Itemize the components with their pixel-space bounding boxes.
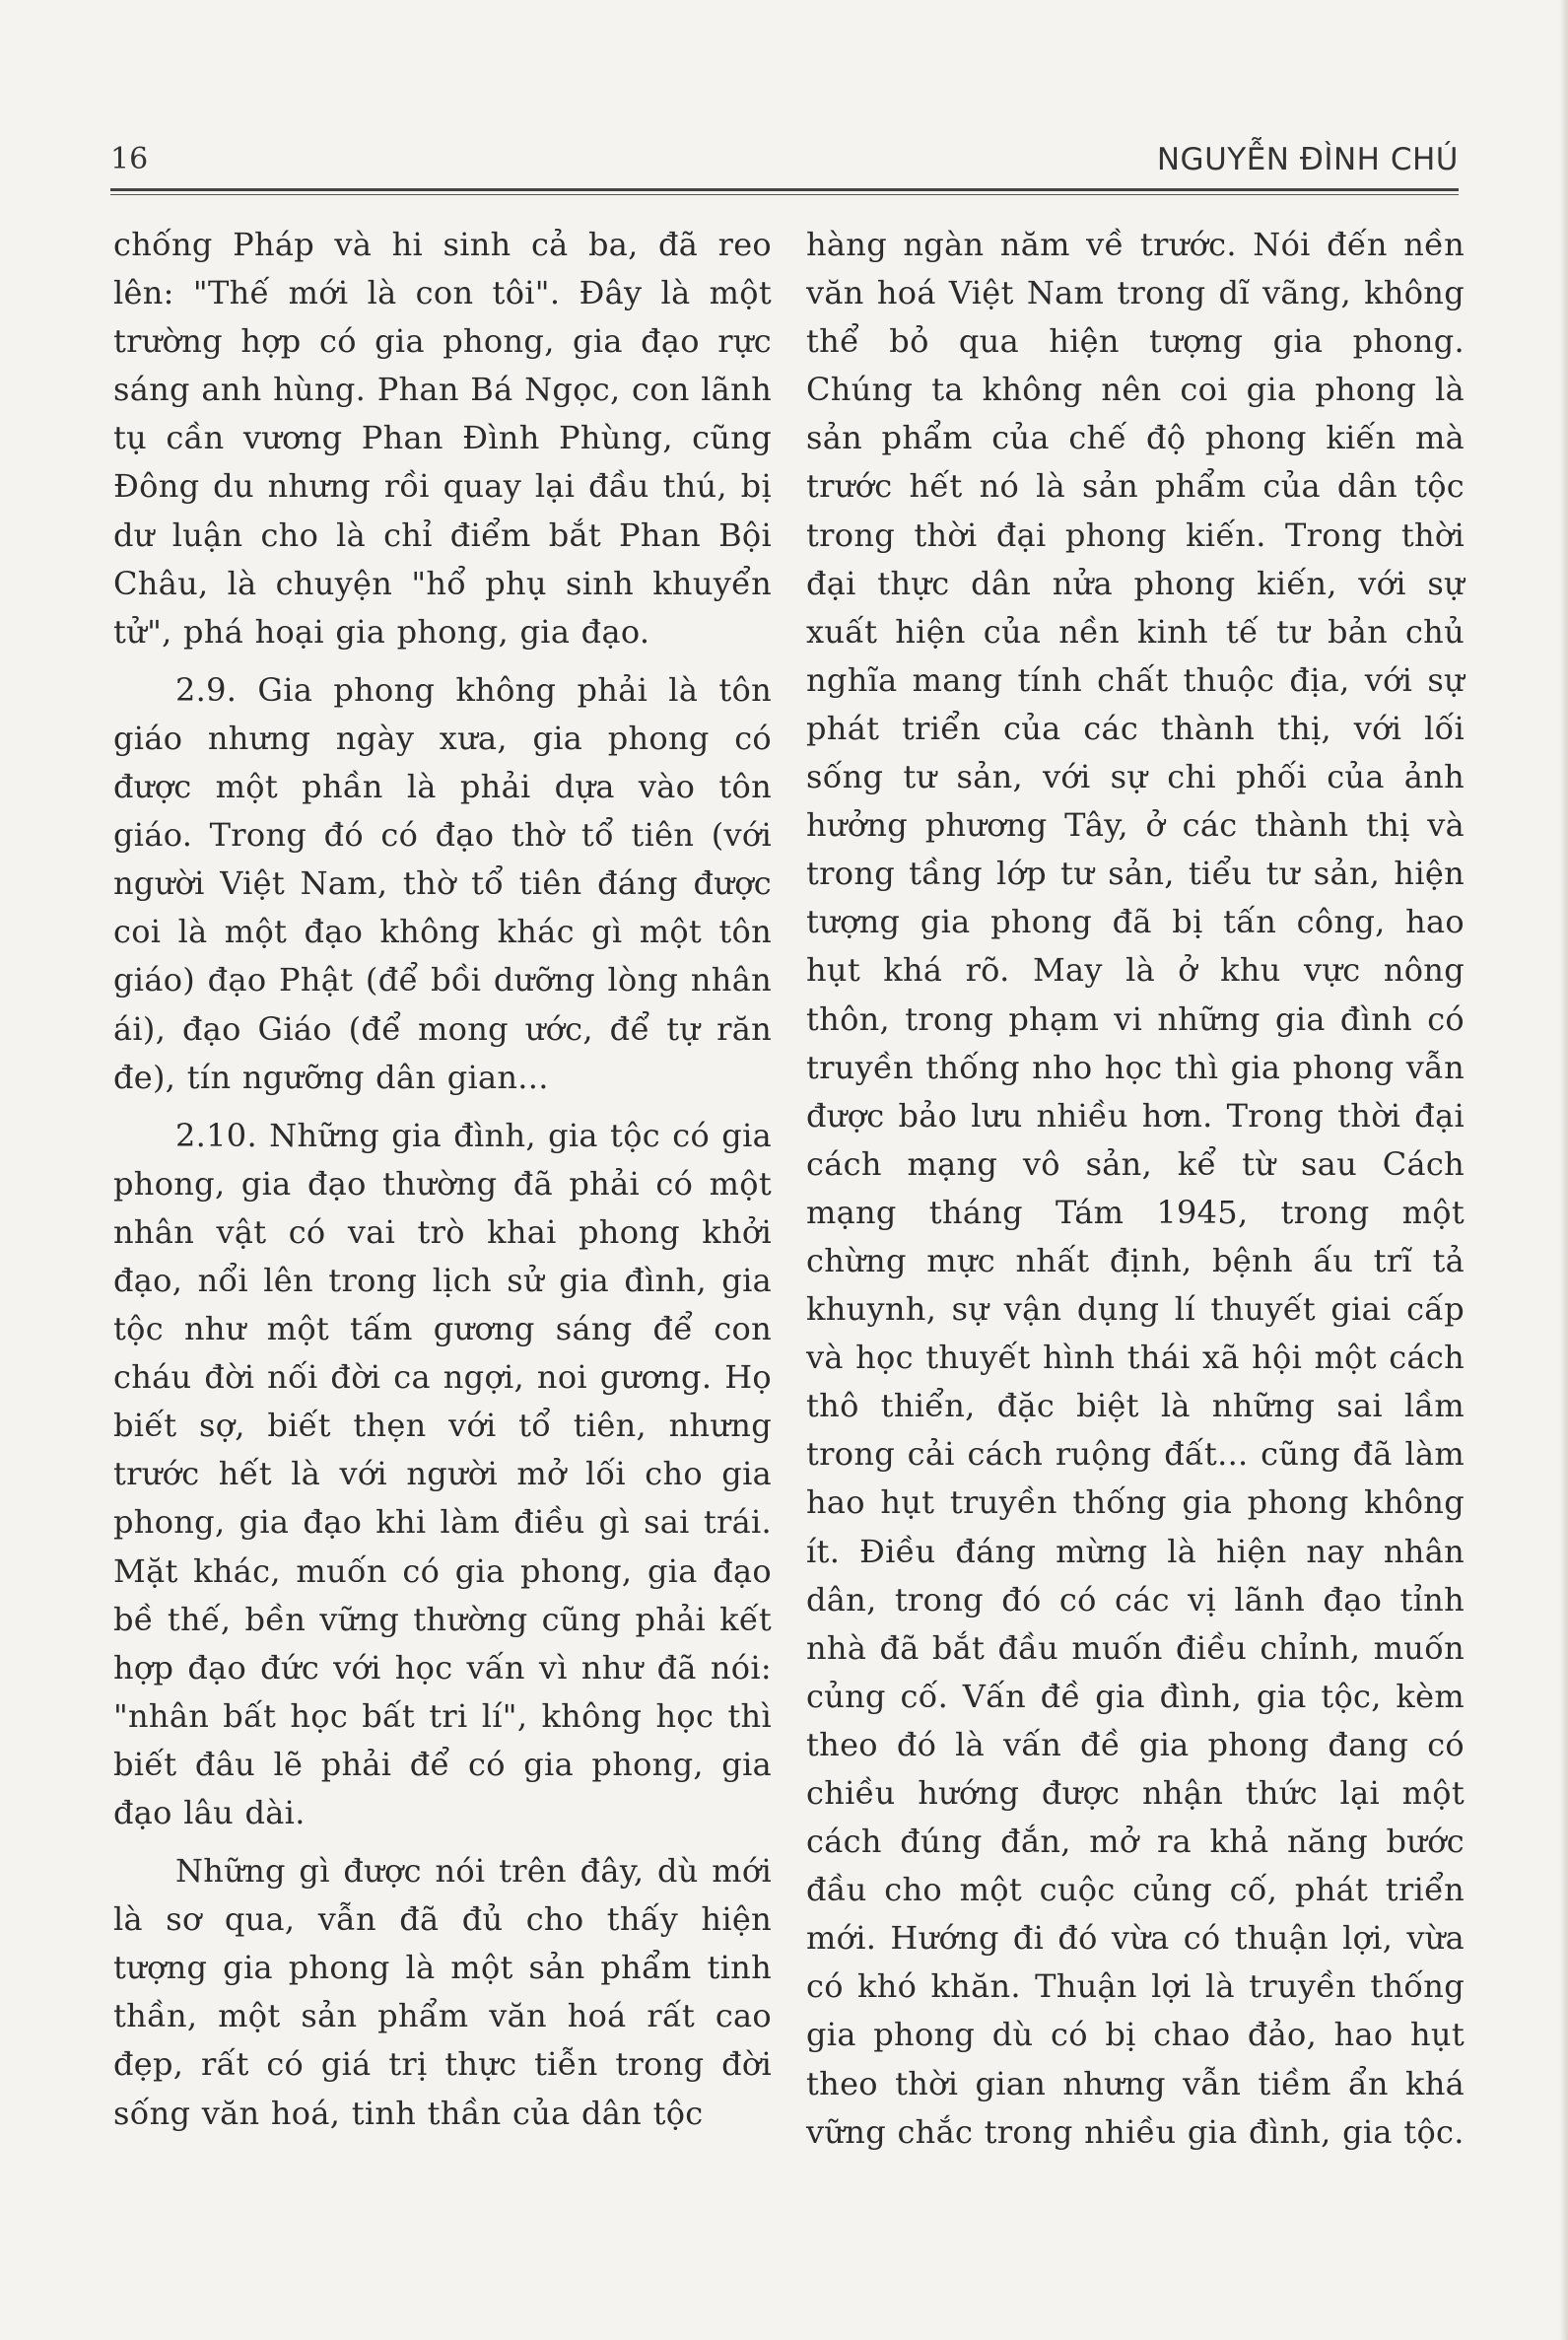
header-rule-thin [110,194,1459,195]
paragraph-summary: Những gì được nói trên đây, dù mới là sơ qua, vẫn đã đủ cho thấy hiện tượng gia phong là một sản phẩm tinh thần, một sản phẩm văn hoá rất cao đẹp, rất có giá trị thực tiễn trong đời sống văn hoá, tinh thần của dân tộc [113,1852,772,2132]
left-column [113,221,772,2138]
paragraph-2-10: 2.10. Những gia đình, gia tộc có gia phong, gia đạo thường đã phải có một nhân vật có vai trò khai phong khởi đạo, nổi lên trong lịch sử gia đình, gia tộc như một tấm gương sáng để con cháu đời nối đời ca ngợi, noi gương. Họ biết sợ, biết thẹn với tổ tiên, nhưng trước hết là với người mở lối cho gia phong, gia đạo khi làm điều gì sai trái. Mặt khác, muốn có gia phong, gia đạo bề thế, bền vững thường cũng phải kết hợp đạo đức với học vấn vì như đã nói: "nhân bất học bất tri lí", không học thì biết đâu lẽ phải để có gia phong, gia đạo lâu dài. [113,1116,772,1831]
paragraph-2-9: 2.9. Gia phong không phải là tôn giáo nhưng ngày xưa, gia phong có được một phần là phải dựa vào tôn giáo. Trong đó có đạo thờ tổ tiên (với người Việt Nam, thờ tổ tiên đáng được coi là một đạo không khác gì một tôn giáo) đạo Phật (để bồi dưỡng lòng nhân ái), đạo Giáo (để mong ước, để tự răn đe), tín ngưỡng dân gian... [113,670,772,1096]
header-rule-thick [110,188,1459,191]
paragraph-continuation: chống Pháp và hi sinh cả ba, đã reo lên: "Thế mới là con tôi". Đây là một trường hợp có gia phong, gia đạo rực sáng anh hùng. Phan Bá Ngọc, con lãnh tụ cần vương Phan Đình Phùng, cũng Đông du nhưng rồi quay lại đầu thú, bị dư luận cho là chỉ điểm bắt Phan Bội Châu, là chuyện "hổ phụ sinh khuyển tử", phá hoại gia phong, gia đạo. [113,226,772,651]
scan-edge-shadow [1560,0,1568,2340]
running-head-author: NGUYỄN ĐÌNH CHÚ [1156,142,1459,177]
right-column [806,221,1465,2157]
page-number: 16 [110,142,149,176]
paragraph-right-continuation: hàng ngàn năm về trước. Nói đến nền văn hoá Việt Nam trong dĩ vãng, không thể bỏ qua hiện tượng gia phong. Chúng ta không nên coi gia phong là sản phẩm của chế độ phong kiến mà trước hết nó là sản phẩm của dân tộc trong thời đại phong kiến. Trong thời đại thực dân nửa phong kiến, với sự xuất hiện của nền kinh tế tư bản chủ nghĩa mang tính chất thuộc địa, với sự phát triển của các thành thị, với lối sống tư sản, với sự chi phối của ảnh hưởng phương Tây, ở các thành thị và trong tầng lớp tư sản, tiểu tư sản, hiện tượng gia phong đã bị tấn công, hao hụt khá rõ. May là ở khu vực nông thôn, trong phạm vi những gia đình có truyền thống nho học thì gia phong vẫn được bảo lưu nhiều hơn. Trong thời đại cách mạng vô sản, kể từ sau Cách mạng tháng Tám 1945, trong một chừng mực nhất định, bệnh ấu trĩ tả khuynh, sự vận dụng lí thuyết giai cấp và học thuyết hình thái xã hội một cách thô thiển, đặc biệt là những sai lầm trong cải cách ruộng đất... cũng đã làm hao hụt truyền thống gia phong không ít. Điều đáng mừng là hiện nay nhân dân, trong đó có các vị lãnh đạo tỉnh nhà đã bắt đầu muốn điều chỉnh, muốn củng cố. Vấn đề gia đình, gia tộc, kèm theo đó là vấn đề gia phong đang có chiều hướng được nhận thức lại một cách đúng đắn, mở ra khả năng bước đầu cho một cuộc củng cố, phát triển mới. Hướng đi đó vừa có thuận lợi, vừa có khó khăn. Thuận lợi là truyền thống gia phong dù có bị chao đảo, hao hụt theo thời gian nhưng vẫn tiềm ẩn khá vững chắc trong nhiều gia đình, gia tộc. [806,226,1465,2151]
page-header [110,136,1459,183]
